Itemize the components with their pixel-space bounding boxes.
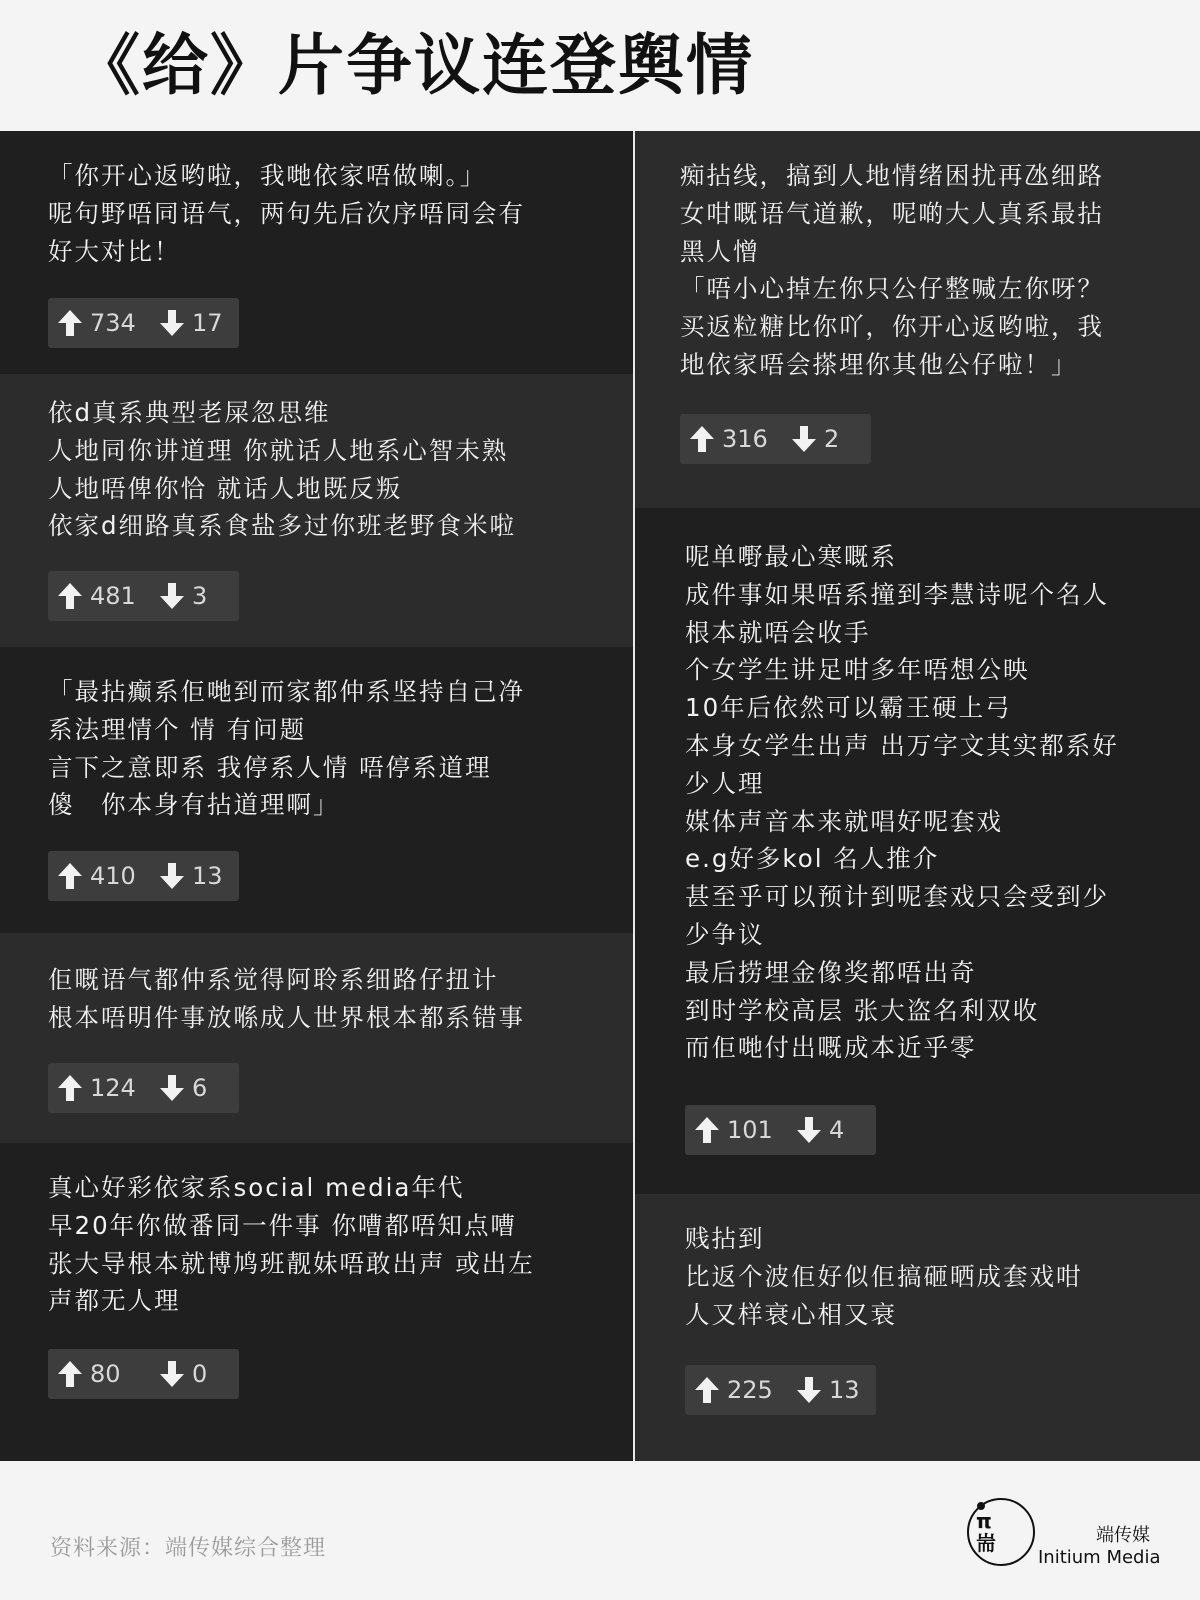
- comment-text: 「你开心返哟啦，我哋依家唔做喇。」 呢句野唔同语气，两句先后次序唔同会有 好大对比！: [48, 161, 525, 266]
- arrow-up-icon: [56, 1359, 84, 1389]
- vote-bar: [48, 851, 239, 901]
- upvote-count: 80: [90, 1360, 121, 1388]
- comment-text: 痴拈线，搞到人地情绪困扰再氹细路 女咁嘅语气道歉，呢啲大人真系最拈 黑人憎 「唔小心掉左你只公仔整喊左你呀？ 买返粒糖比你吖，你开心返哟啦，我 地依家唔会搽埋你其他公仔啦！」: [680, 161, 1104, 379]
- upvote-button[interactable]: [56, 571, 136, 621]
- upvote-button[interactable]: [693, 1365, 773, 1415]
- upvote-count: 316: [722, 425, 768, 453]
- arrow-up-icon: [56, 861, 84, 891]
- arrow-up-icon: [56, 581, 84, 611]
- arrow-down-icon: [795, 1375, 823, 1405]
- comment-card: [0, 1143, 633, 1461]
- downvote-button[interactable]: [158, 851, 223, 901]
- logo-glyph: π 耑: [976, 1509, 996, 1555]
- downvote-count: 4: [829, 1116, 845, 1144]
- upvote-count: 734: [90, 309, 136, 337]
- arrow-down-icon: [158, 861, 186, 891]
- brand-name-cn: 端传媒: [1096, 1525, 1150, 1546]
- downvote-button[interactable]: [795, 1365, 860, 1415]
- comment-card: [635, 508, 1200, 1194]
- downvote-button[interactable]: [158, 571, 207, 621]
- downvote-count: 3: [192, 582, 208, 610]
- comment-card: [0, 131, 633, 374]
- downvote-button[interactable]: [790, 414, 839, 464]
- comment-card: [0, 374, 633, 647]
- source-note: 资料来源：端传媒综合整理: [50, 1536, 327, 1561]
- upvote-count: 225: [727, 1376, 773, 1404]
- arrow-up-icon: [56, 308, 84, 338]
- vote-bar: [680, 414, 871, 464]
- downvote-button[interactable]: [158, 1063, 207, 1113]
- arrow-up-icon: [693, 1375, 721, 1405]
- upvote-button[interactable]: [56, 1063, 136, 1113]
- comment-card: [635, 131, 1200, 508]
- downvote-count: 2: [824, 425, 840, 453]
- upvote-count: 124: [90, 1074, 136, 1102]
- downvote-button[interactable]: [158, 1349, 207, 1399]
- upvote-count: 481: [90, 582, 136, 610]
- arrow-up-icon: [56, 1073, 84, 1103]
- arrow-down-icon: [158, 1359, 186, 1389]
- vote-bar: [685, 1105, 876, 1155]
- page-title: 《给》片争议连登舆情: [74, 27, 754, 104]
- downvote-count: 13: [192, 862, 223, 890]
- vote-bar: [48, 1349, 239, 1399]
- upvote-button[interactable]: [693, 1105, 773, 1155]
- comment-card: [0, 933, 633, 1143]
- vote-bar: [48, 1063, 239, 1113]
- upvote-count: 410: [90, 862, 136, 890]
- comment-text: 佢嘅语气都仲系觉得阿聆系细路仔扭计 根本唔明件事放喺成人世界根本都系错事: [48, 965, 525, 1032]
- downvote-button[interactable]: [158, 298, 223, 348]
- vote-bar: [685, 1365, 876, 1415]
- header: [0, 0, 1200, 131]
- vote-bar: [48, 571, 239, 621]
- downvote-count: 0: [192, 1360, 208, 1388]
- comment-card: [635, 1194, 1200, 1461]
- comment-text: 贱拈到 比返个波佢好似佢搞砸晒成套戏咁 人又样衰心相又衰: [685, 1224, 1083, 1329]
- vote-bar: [48, 298, 239, 348]
- arrow-up-icon: [693, 1115, 721, 1145]
- downvote-button[interactable]: [795, 1105, 844, 1155]
- upvote-count: 101: [727, 1116, 773, 1144]
- right-column: [635, 131, 1200, 1461]
- initium-logo: [967, 1498, 1035, 1566]
- downvote-count: 6: [192, 1074, 208, 1102]
- upvote-button[interactable]: [56, 1349, 121, 1399]
- downvote-count: 17: [192, 309, 223, 337]
- arrow-up-icon: [688, 424, 716, 454]
- arrow-down-icon: [158, 308, 186, 338]
- comment-text: 依d真系典型老屎忽思维 人地同你讲道理 你就话人地系心智未熟 人地唔俾你恰 就话人地既反叛 依家d细路真系食盐多过你班老野食米啦: [48, 398, 517, 541]
- comment-text: 真心好彩依家系social media年代 早20年你做番同一件事 你嘈都唔知点嘈 张大导根本就博鸠班靓妹唔敢出声 或出左 声都无人理: [48, 1173, 535, 1316]
- upvote-button[interactable]: [56, 298, 136, 348]
- brand-name-en: Initium Media: [1038, 1547, 1161, 1568]
- left-column: [0, 131, 633, 1461]
- downvote-count: 13: [829, 1376, 860, 1404]
- arrow-down-icon: [158, 1073, 186, 1103]
- arrow-down-icon: [790, 424, 818, 454]
- arrow-down-icon: [795, 1115, 823, 1145]
- comment-text: 呢单嘢最心寒嘅系 成件事如果唔系撞到李慧诗呢个名人 根本就唔会收手 个女学生讲足咁多年唔想公映 10年后依然可以霸王硬上弓 本身女学生出声 出万字文其实都系好 少人理 媒体声音本来就唱好呢套戏 e.g好多kol 名人推介 甚至乎可以预计到呢套戏只会受到少 少争议 最后捞埋金像奖都唔出奇 到时学校高层 张大盗名利双收 而佢哋付出嘅成本近乎零: [685, 542, 1119, 1063]
- comment-card: [0, 647, 633, 933]
- comment-text: 「最拈癫系佢哋到而家都仲系坚持自己净 系法理情个 情 有问题 言下之意即系 我停系人情 唔停系道理 傻 你本身有拈道理啊」: [48, 677, 525, 820]
- upvote-button[interactable]: [56, 851, 136, 901]
- arrow-down-icon: [158, 581, 186, 611]
- upvote-button[interactable]: [688, 414, 768, 464]
- footer: [0, 1461, 1200, 1600]
